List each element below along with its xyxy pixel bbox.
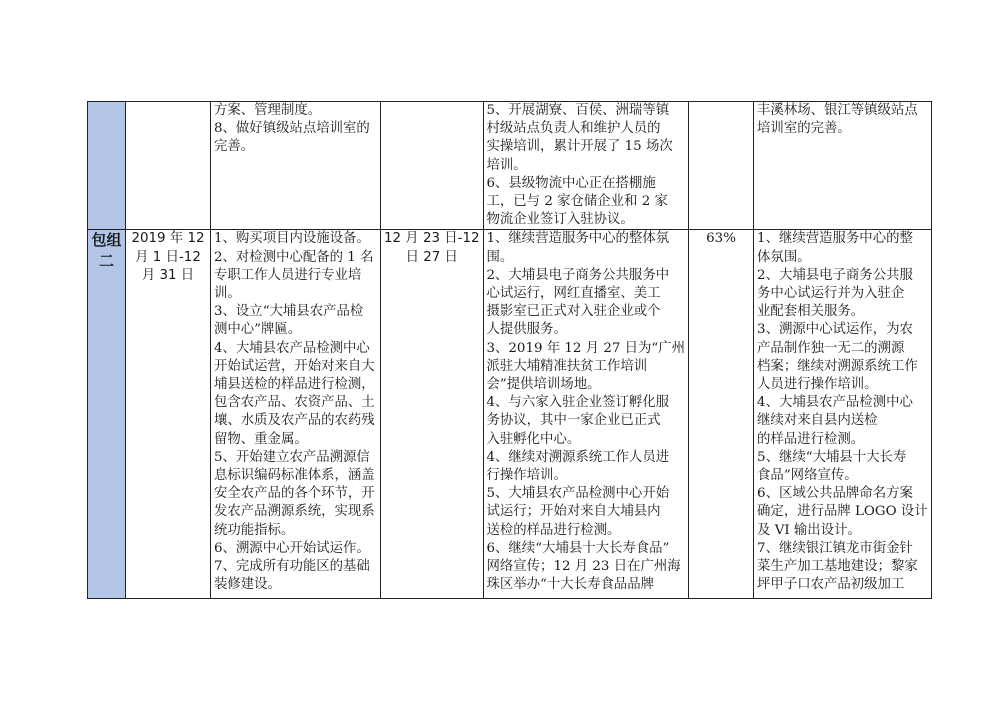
text-line: 心试运行，网红直播室、美工: [486, 286, 661, 302]
text-line: 5、大埔县农产品检测中心开始: [486, 486, 670, 502]
text-line: 确定，进行品牌 LOGO 设计: [757, 504, 928, 520]
text-line: 物流企业签订入驻协议。: [486, 212, 634, 228]
text-line: 3、2019 年 12 月 27 日为“广州: [486, 340, 686, 356]
text-line: 1、继续营造服务中心的整体氛: [486, 231, 670, 247]
plan-cell: [211, 102, 381, 230]
text-line: 业配套相关服务。: [757, 304, 865, 320]
percent-cell: [689, 230, 754, 599]
text-line: 培训。: [486, 157, 527, 173]
text-line: 的样品进行检测。: [757, 431, 865, 447]
text-line: 月 31 日: [141, 267, 195, 283]
text-line: 4、继续对溯源系统工作人员进: [486, 449, 670, 465]
text-line: 继续对来自县内送检: [757, 413, 878, 429]
plan-cell: [211, 230, 381, 599]
text-line: 专职工作人员进行专业培: [214, 267, 362, 283]
text-line: 5、继续“大埔县十大长寿: [757, 449, 907, 465]
text-line: 2、对检测中心配备的 1 名: [214, 249, 374, 265]
text-line: 留物、重金属。: [214, 431, 308, 447]
period-cell: [126, 102, 211, 230]
next-plan-cell: [754, 102, 932, 230]
next-plan-cell: [754, 230, 932, 599]
text-line: 装修建设。: [214, 577, 281, 593]
text-line: 6、溯源中心开始试运作。: [214, 540, 370, 556]
text-line: 埔县送检的样品进行检测，: [214, 377, 375, 393]
text-line: 菜生产加工基地建设；黎家: [757, 559, 918, 575]
text-line: 会”提供培训场地。: [486, 377, 601, 393]
text-line: 7、完成所有功能区的基础: [214, 559, 370, 575]
text-line: 行操作培训。: [486, 468, 567, 484]
text-line: 档案；继续对溯源系统工作: [757, 358, 918, 374]
text-line: 息标识编码标准体系，涵盖: [214, 468, 375, 484]
text-line: 食品”网络宣传。: [757, 468, 858, 484]
text-line: 完善。: [214, 139, 255, 155]
text-line: 送检的样品进行检测。: [486, 522, 621, 538]
completion-percent: 63%: [706, 231, 736, 247]
text-line: 12 月 23 日-12: [384, 231, 480, 247]
text-line: 务协议，其中一家企业已正式: [486, 413, 661, 429]
text-line: 试运行；开始对来自大埔县内: [486, 504, 661, 520]
text-line: 入驻孵化中心。: [486, 431, 581, 447]
group-label: 包组: [91, 231, 122, 250]
text-line: 6、继续“大埔县十大长寿食品”: [486, 540, 670, 556]
text-line: 网络宣传；12 月 23 日在广州海: [486, 559, 681, 575]
text-line: 训。: [214, 286, 241, 302]
text-line: 8、做好镇级站点培训室的: [214, 121, 370, 137]
text-line: 3、设立“大埔县农产品检: [214, 304, 364, 320]
text-line: 丰溪林场、银江等镇级站点: [757, 103, 918, 118]
text-line: 围。: [486, 249, 514, 265]
text-line: 产品制作独一无二的溯源: [757, 340, 905, 356]
text-line: 2、大埔县电子商务公共服务中: [486, 267, 670, 283]
text-line: 派驻大埔精准扶贫工作培训: [486, 358, 648, 374]
text-line: 6、区域公共品牌命名方案: [757, 486, 913, 502]
text-line: 7、继续银江镇龙市街金针: [757, 540, 913, 556]
text-line: 务中心试运行并为入驻企: [757, 286, 905, 302]
text-line: 开始试运营，开始对来自大: [214, 358, 375, 374]
progress-cell: [483, 102, 689, 230]
text-line: 2019 年 12: [131, 231, 205, 247]
text-line: 及 VI 输出设计。: [757, 522, 861, 538]
text-line: 1、继续营造服务中心的整: [757, 231, 913, 247]
text-line: 2、大埔县电子商务公共服: [757, 267, 913, 283]
text-line: 人提供服务。: [486, 322, 567, 338]
table-row: [88, 102, 932, 230]
text-line: 4、大埔县农产品检测中心: [214, 340, 370, 356]
text-line: 统功能指标。: [214, 522, 295, 538]
text-line: 4、大埔县农产品检测中心: [757, 395, 913, 411]
text-line: 人员进行操作培训。: [757, 377, 878, 393]
text-line: 实操培训，累计开展了 15 场次: [486, 139, 673, 155]
text-line: 1、购买项目内设施设备。: [214, 231, 370, 247]
text-line: 培训室的完善。: [757, 121, 851, 137]
text-line: 5、开展湖寮、百侯、洲瑞等镇: [486, 103, 670, 118]
text-line: 坪甲子口农产品初级加工: [757, 577, 905, 593]
text-line: 安全农产品的各个环节，开: [214, 486, 375, 502]
text-line: 村级站点负责人和维护人员的: [486, 121, 661, 137]
text-line: 4、与六家入驻企业签订孵化服: [486, 395, 670, 411]
text-line: 体氛围。: [757, 249, 811, 265]
work-progress-table: [87, 101, 932, 599]
table-row: [88, 230, 932, 599]
text-line: 工，已与 2 家仓储企业和 2 家: [486, 194, 668, 210]
percent-cell: [689, 102, 754, 230]
text-line: 方案、管理制度。: [214, 103, 322, 118]
group-label: 二: [98, 252, 114, 271]
text-line: 摄影室已正式对入驻企业或个: [486, 304, 661, 320]
text-line: 壤、水质及农产品的农药残: [214, 413, 375, 429]
period-cell: [126, 230, 211, 599]
group-cell: [88, 102, 126, 230]
week-cell: [381, 102, 484, 230]
text-line: 测中心”牌匾。: [214, 322, 302, 338]
week-cell: [381, 230, 484, 599]
text-line: 日 27 日: [405, 249, 458, 265]
text-line: 6、县级物流中心正在搭棚施: [486, 175, 656, 191]
text-line: 5、开始建立农产品溯源信: [214, 449, 370, 465]
group-cell: [88, 230, 126, 599]
text-line: 3、溯源中心试运作，为农: [757, 322, 913, 338]
text-line: 包含农产品、农资产品、土: [214, 395, 375, 411]
text-line: 发农产品溯源系统，实现系: [214, 504, 375, 520]
text-line: 月 1 日-12: [135, 249, 201, 265]
text-line: 珠区举办“十大长寿食品品牌: [486, 577, 655, 593]
progress-cell: [483, 230, 689, 599]
